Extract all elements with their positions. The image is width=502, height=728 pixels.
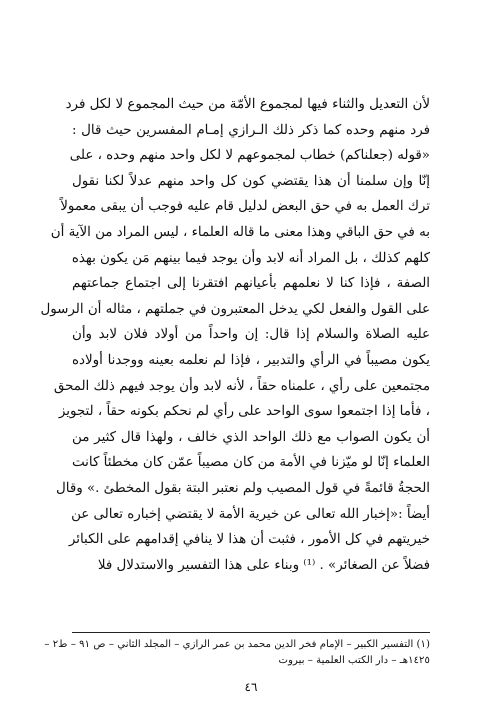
text-line: فضلاً عن الصغائر» . ⁽¹⁾ وبناء على هذا التفسير والاستدلال فلا (97, 557, 430, 573)
text-line: به في حق الباقي وهذا معنى ما قاله العلماء ، ليس المراد من الآية أن (50, 224, 430, 240)
text-line: الصفة ، فإذا كنا لا نعلمهم بأعيانهم افتقرنا إلى اجتماع جماعتهم (72, 276, 430, 292)
page-number: ٤٦ (244, 680, 258, 694)
text-line: كلهم كذلك ، بل المراد أنه لابد وأن يوجد فيما بينهم مَن يكون بهذه (71, 250, 430, 266)
text-line: إنّا وإن سلمنا أن هذا يقتضي كون كل واحد منهم عدلاً لكنا نقول (72, 173, 430, 189)
text-line: العلماء إنّا لو ميّزنا في الأمة من كان مصيباً عمّن كان مخطئاً كانت (72, 455, 430, 471)
text-line: لأن التعديل والثناء فيها لمجموع الأمّة من حيث المجموع لا لكل فرد (65, 97, 430, 112)
text-line: الحجةُ قائمةً في قول المصيب ولم نعتبر البتة بقول المخطئ .» وقال (56, 480, 430, 496)
footnotes-block (44, 637, 430, 669)
text-line: يكون مصيباً في الرأي والتدبير ، فإذا لم نعلمه بعينه ووجدنا أولاده (72, 352, 430, 368)
text-line: مجتمعين على رأي ، علمناه حقاً ، لأنه لابد وأن يوجد فيهم ذلك المحق (53, 378, 430, 394)
main-text-block (40, 92, 430, 578)
text-line: أيضاً :«إخبار الله تعالى عن خيرية الأمة لا يقتضي إخباره تعالى عن (71, 506, 430, 522)
text-line: فرد منهم وحده كما ذكر ذلك الـرازي إمـام المفسرين حيث قال : (72, 122, 430, 138)
text-line: على القول والفعل لكي يدخل المعتبرون في جملتهم ، مثاله أن الرسول (40, 301, 430, 317)
text-line: «قوله (جعلناكم) خطاب لمجموعهم لا لكل واحد منهم وحده ، على (69, 148, 430, 164)
text-line: خيريتهم في كل الأمور ، فثبت أن هذا لا ينافي إقدامهم على الكبائر (68, 532, 430, 548)
footnote-line: (١) التفسير الكبير – الإمام فخر الدين محمد بن عمر الرازي – المجلد الثاني – ص ٩١ – ط٢ – (44, 639, 430, 650)
text-line: ترك العمل به في حق البعض لدليل قام عليه فوجب أن يبقى معمولاً (60, 199, 430, 215)
footnote-line: ١٤٢٥هـ – دار الكتب العلمية – بيروت (278, 655, 430, 666)
text-line: ، فأما إذا اجتمعوا سوى الواحد على رأي لم نحكم بكونه حقاً ، لتجويز (58, 404, 430, 420)
text-line: عليه الصلاة والسلام إذا قال: إن واحداً من أولاد فلان لابد وأن (72, 327, 430, 343)
footnote-separator (72, 632, 430, 633)
text-line: أن يكون الصواب مع ذلك الواحد الذي خالف ، ولهذا قال كثير من (72, 429, 430, 445)
